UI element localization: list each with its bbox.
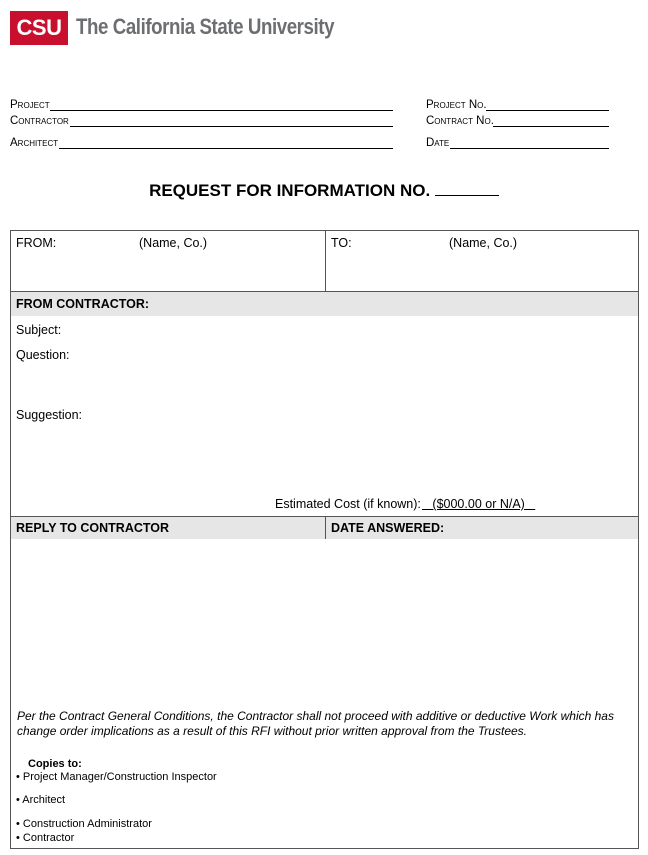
reply-heading: REPLY TO CONTRACTOR (16, 521, 170, 535)
rfi-form-box (10, 230, 639, 849)
page-title: REQUEST FOR INFORMATION NO. (0, 181, 648, 201)
project-field-line[interactable] (50, 110, 393, 111)
contractor-field-label: Contractor (10, 115, 69, 127)
from-to-divider (325, 231, 326, 292)
question-label[interactable]: Question: (16, 348, 70, 362)
csu-logo-text: The California State University (76, 14, 335, 39)
architect-field-label: Architect (10, 137, 59, 149)
date-answered-label: DATE ANSWERED: (331, 521, 445, 535)
contract-no-label: Contract No. (426, 115, 494, 127)
project-no-line[interactable] (486, 110, 609, 111)
copies-item: • Contractor (16, 832, 75, 844)
estimated-cost-value[interactable]: ($000.00 or N/A) (422, 497, 536, 511)
change-order-note: Per the Contract General Conditions, the Contractor shall not proceed with additive or deductive Work which has change order implications as a result of this RFI without prior written approval from the Trustees. (17, 709, 614, 738)
suggestion-label[interactable]: Suggestion: (16, 408, 83, 422)
architect-field-line[interactable] (59, 148, 393, 149)
copies-item: • Architect (16, 794, 66, 806)
contract-no-line[interactable] (493, 126, 609, 127)
copies-item: • Project Manager/Construction Inspector (16, 771, 217, 783)
from-label: FROM: (16, 236, 57, 250)
csu-logo-mark: CSU (10, 11, 68, 45)
estimated-cost-label: Estimated Cost (if known): (275, 497, 421, 511)
to-label: TO: (331, 236, 352, 250)
copies-item: • Construction Administrator (16, 818, 152, 830)
project-field-label: Project (10, 99, 50, 111)
reply-divider (325, 516, 326, 539)
copies-heading: Copies to: (28, 758, 82, 770)
subject-label[interactable]: Subject: (16, 323, 62, 337)
from-contractor-heading: FROM CONTRACTOR: (16, 297, 150, 311)
from-hint[interactable]: (Name, Co.) (139, 236, 208, 250)
date-label: Date (426, 137, 450, 149)
contractor-field-line[interactable] (70, 126, 393, 127)
rfi-number-blank[interactable] (435, 181, 499, 196)
date-line[interactable] (450, 148, 609, 149)
project-no-label: Project No. (426, 99, 487, 111)
to-hint[interactable]: (Name, Co.) (449, 236, 518, 250)
